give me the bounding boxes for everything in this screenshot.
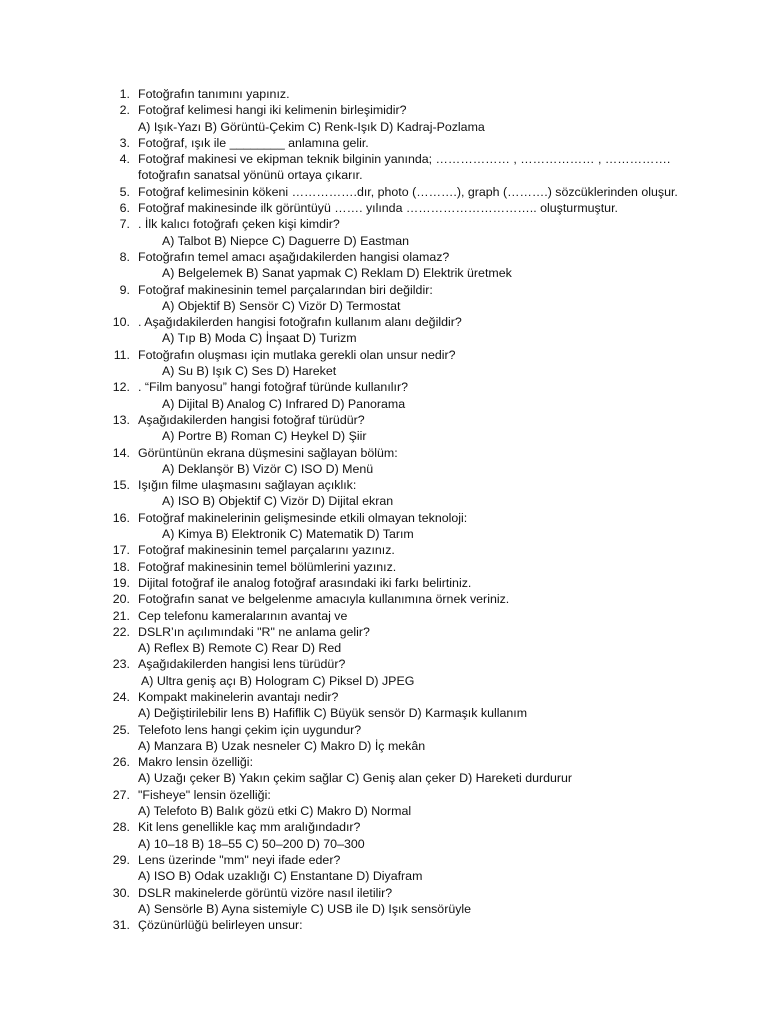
answer-options: A) Manzara B) Uzak nesneler C) Makro D) İç mekân — [138, 738, 426, 753]
question-text: Telefoto lens hangi çekim için uygundur? — [138, 722, 362, 737]
question-number: 26. — [112, 755, 130, 770]
question-text: Aşağıdakilerden hangisi lens türüdür? — [138, 657, 346, 672]
question-text: Fotoğraf makinesinin temel bölümlerini yazınız. — [138, 559, 397, 574]
question-item — [108, 216, 728, 249]
question-text: "Fisheye" lensin özelliği: — [138, 787, 271, 802]
question-text: Cep telefonu kameralarının avantaj ve — [138, 608, 348, 623]
question-text: Fotoğraf makinesinde ilk görüntüyü ……. yılında ………………………….. oluşturmuştur. — [138, 201, 618, 216]
question-text: Fotoğrafın oluşması için mutlaka gerekli olan unsur nedir? — [138, 347, 456, 362]
question-item — [108, 477, 728, 510]
question-number: 7. — [119, 217, 130, 232]
question-item — [108, 591, 728, 607]
question-text: Görüntünün ekrana düşmesini sağlayan bölüm: — [138, 445, 398, 460]
question-number: 1. — [119, 87, 130, 101]
answer-options: A) 10–18 B) 18–55 C) 50–200 D) 70–300 — [138, 836, 365, 851]
question-number: 8. — [119, 249, 130, 264]
answer-options: A) Deklanşör B) Vizör C) ISO D) Menü — [162, 461, 374, 476]
answer-options: A) Objektif B) Sensör C) Vizör D) Termostat — [162, 298, 401, 313]
question-item — [108, 249, 728, 282]
answer-options: A) Sensörle B) Ayna sistemiyle C) USB ile D) Işık sensörüyle — [138, 901, 472, 916]
question-number: 16. — [112, 510, 130, 525]
question-number: 9. — [119, 282, 130, 297]
question-item — [108, 559, 728, 575]
answer-options: A) Talbot B) Niepce C) Daguerre D) Eastman — [162, 233, 409, 248]
question-number: 21. — [112, 608, 130, 623]
question-list — [108, 86, 728, 933]
question-text: Işığın filme ulaşmasını sağlayan açıklık: — [138, 478, 357, 493]
question-text: . Aşağıdakilerden hangisi fotoğrafın kullanım alanı değildir? — [138, 315, 462, 330]
question-text: . İlk kalıcı fotoğrafı çeken kişi kimdir? — [138, 217, 340, 232]
answer-options: A) Belgelemek B) Sanat yapmak C) Reklam D) Elektrik üretmek — [162, 266, 512, 281]
question-item — [108, 575, 728, 591]
answer-options: A) Tıp B) Moda C) İnşaat D) Turizm — [162, 331, 357, 346]
question-text: Lens üzerinde "mm" neyi ifade eder? — [138, 852, 341, 867]
question-number: 19. — [112, 575, 130, 590]
question-text: fotoğrafın sanatsal yönünü ortaya çıkarır. — [138, 168, 363, 183]
question-item — [108, 347, 728, 380]
question-text: Fotoğraf, ışık ile ________ anlamına gelir. — [138, 135, 369, 150]
question-text: Çözünürlüğü belirleyen unsur: — [138, 918, 303, 933]
answer-options: A) ISO B) Odak uzaklığı C) Enstantane D) Diyafram — [138, 869, 423, 884]
question-number: 3. — [119, 135, 130, 150]
question-item — [108, 282, 728, 315]
question-number: 6. — [119, 201, 130, 216]
question-item — [108, 689, 728, 722]
question-item — [108, 787, 728, 820]
question-item — [108, 608, 728, 624]
question-number: 15. — [112, 478, 130, 493]
question-text: Kit lens genellikle kaç mm aralığındadır? — [138, 820, 361, 835]
question-text: Dijital fotoğraf ile analog fotoğraf arasındaki iki farkı belirtiniz. — [138, 575, 472, 590]
question-item — [108, 656, 728, 689]
question-item — [108, 184, 728, 200]
answer-options: A) Ultra geniş açı B) Hologram C) Piksel D) JPEG — [141, 673, 415, 688]
answer-options: A) Dijital B) Analog C) Infrared D) Panorama — [162, 396, 406, 411]
question-item — [108, 412, 728, 445]
question-text: Fotoğraf makinesi ve ekipman teknik bilginin yanında; ……………… , ……………… , ……………. — [138, 152, 671, 167]
answer-options: A) Telefoto B) Balık gözü etki C) Makro D) Normal — [138, 804, 412, 819]
answer-options: A) Su B) Işık C) Ses D) Hareket — [162, 364, 337, 379]
question-item — [108, 445, 728, 478]
question-text: Fotoğrafın tanımını yapınız. — [138, 87, 290, 101]
answer-options: A) Kimya B) Elektronik C) Matematik D) Tarım — [162, 527, 414, 542]
answer-options: A) Reflex B) Remote C) Rear D) Red — [138, 641, 342, 656]
question-number: 22. — [112, 624, 130, 639]
question-text: Fotoğrafın sanat ve belgelenme amacıyla kullanımına örnek veriniz. — [138, 592, 510, 607]
question-item — [108, 135, 728, 151]
question-item — [108, 379, 728, 412]
answer-options: A) Uzağı çeker B) Yakın çekim sağlar C) Geniş alan çeker D) Hareketi durdurur — [138, 771, 573, 786]
question-number: 23. — [112, 657, 130, 672]
question-text: Fotoğraf makinesinin temel parçalarından biri değildir: — [138, 282, 433, 297]
question-item — [108, 151, 728, 184]
question-item — [108, 314, 728, 347]
question-number: 11. — [113, 347, 130, 362]
question-item — [108, 852, 728, 885]
question-number: 13. — [112, 412, 130, 427]
question-number: 20. — [112, 592, 130, 607]
question-number: 10. — [112, 315, 130, 330]
question-text: Fotoğrafın temel amacı aşağıdakilerden hangisi olamaz? — [138, 249, 450, 264]
question-number: 27. — [112, 787, 130, 802]
question-number: 28. — [112, 820, 130, 835]
question-item — [108, 885, 728, 918]
answer-options: A) ISO B) Objektif C) Vizör D) Dijital ekran — [162, 494, 394, 509]
question-number: 5. — [119, 184, 130, 199]
question-number: 25. — [112, 722, 130, 737]
question-text: . “Film banyosu” hangi fotoğraf türünde kullanılır? — [138, 380, 408, 395]
question-item — [108, 86, 728, 102]
question-text: Fotoğraf kelimesinin kökeni …………….dır, photo (……….), graph (……….) sözcüklerinden oluşur. — [138, 184, 678, 199]
question-item — [108, 917, 728, 933]
question-number: 31. — [112, 918, 130, 933]
question-number: 12. — [112, 380, 130, 395]
question-number: 2. — [119, 103, 130, 118]
question-item — [108, 624, 728, 657]
question-number: 17. — [112, 543, 130, 558]
question-number: 29. — [112, 852, 130, 867]
question-number: 30. — [112, 885, 130, 900]
question-text: Fotoğraf makinelerinin gelişmesinde etkili olmayan teknoloji: — [138, 510, 468, 525]
question-item — [108, 754, 728, 787]
question-text: Fotoğraf makinesinin temel parçalarını yazınız. — [138, 543, 395, 558]
answer-options: A) Işık-Yazı B) Görüntü-Çekim C) Renk-Işık D) Kadraj-Pozlama — [138, 119, 485, 134]
question-text: Aşağıdakilerden hangisi fotoğraf türüdür? — [138, 412, 365, 427]
question-number: 4. — [119, 152, 130, 167]
answer-options: A) Portre B) Roman C) Heykel D) Şiir — [162, 429, 367, 444]
question-text: DSLR makinelerde görüntü vizöre nasıl iletilir? — [138, 885, 393, 900]
question-item — [108, 819, 728, 852]
question-item — [108, 722, 728, 755]
question-number: 14. — [112, 445, 130, 460]
question-text: Makro lensin özelliği: — [138, 755, 254, 770]
question-item — [108, 510, 728, 543]
question-text: Kompakt makinelerin avantajı nedir? — [138, 689, 339, 704]
question-text: DSLR’ın açılımındaki "R" ne anlama gelir? — [138, 624, 370, 639]
question-number: 24. — [112, 689, 130, 704]
question-item — [108, 102, 728, 135]
question-item — [108, 200, 728, 216]
question-item — [108, 542, 728, 558]
question-text: Fotoğraf kelimesi hangi iki kelimenin birleşimidir? — [138, 103, 407, 118]
answer-options: A) Değiştirilebilir lens B) Hafiflik C) Büyük sensör D) Karmaşık kullanım — [138, 706, 528, 721]
question-number: 18. — [112, 559, 130, 574]
